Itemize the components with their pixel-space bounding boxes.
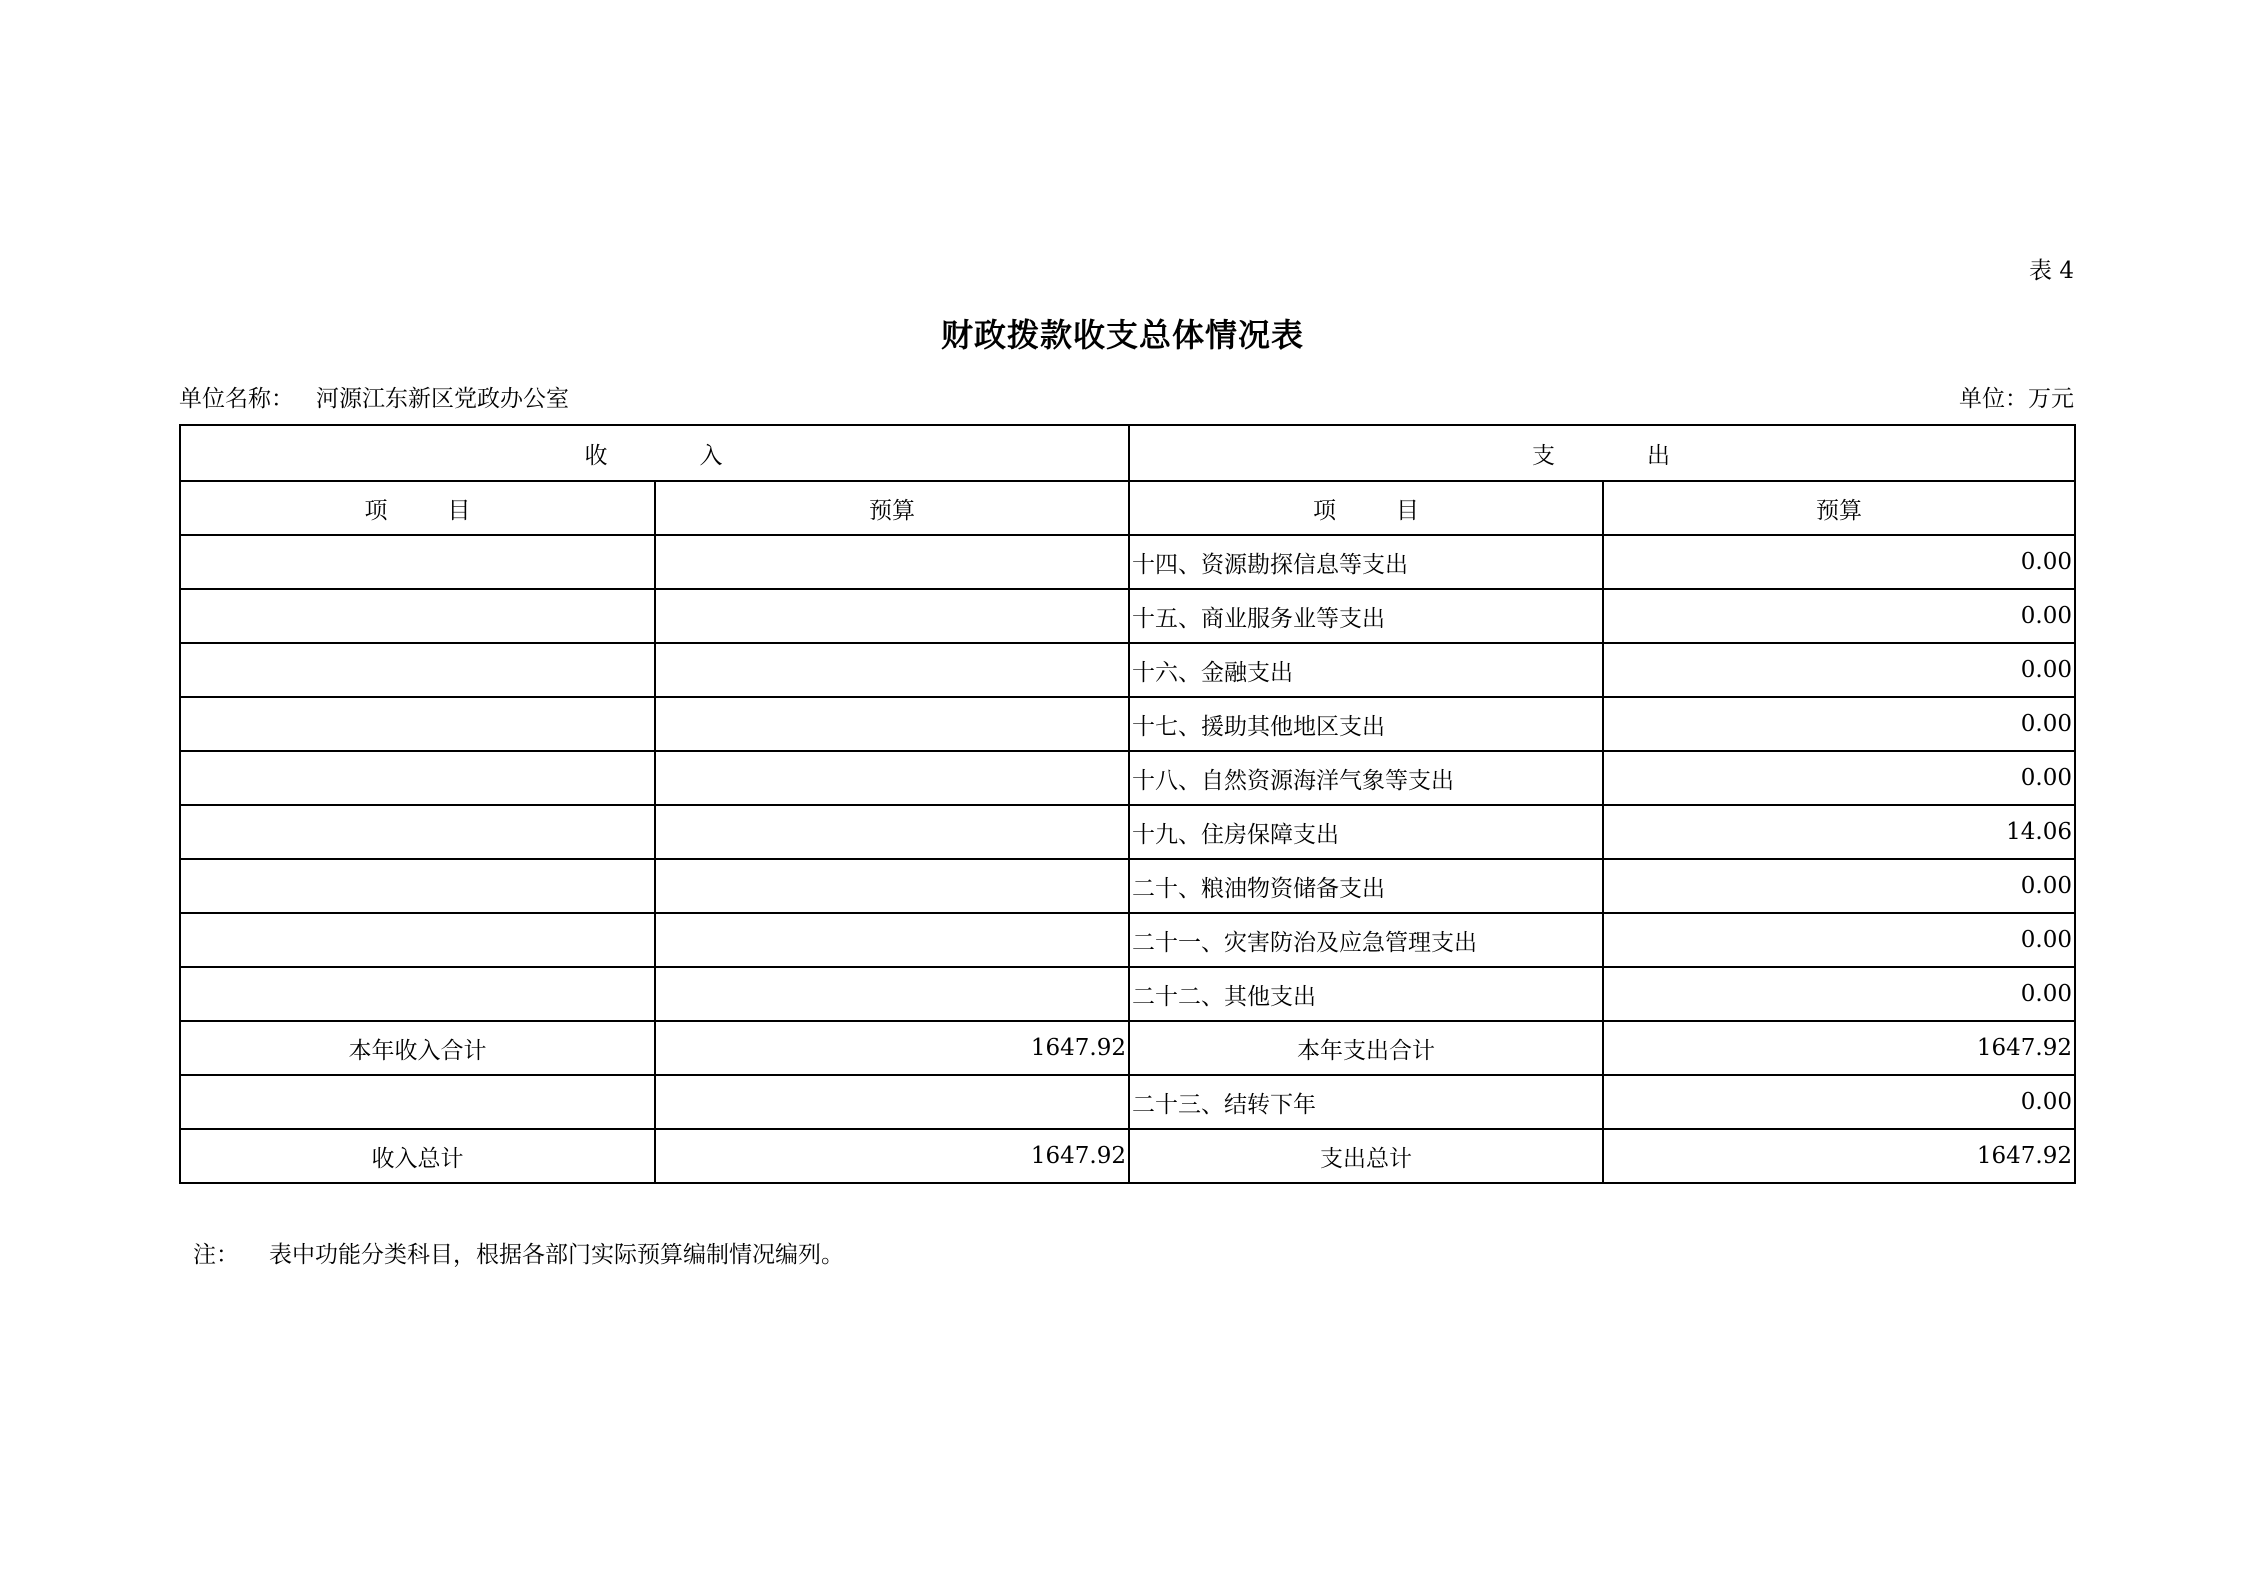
expense-item-cell: 本年支出合计 [1129, 1021, 1603, 1075]
expense-section-header: 支 出 [1129, 425, 2075, 481]
income-item-header: 项 目 [180, 481, 655, 535]
expense-budget-cell: 0.00 [1603, 751, 2075, 805]
income-budget-cell [655, 535, 1129, 589]
currency-unit: 单位：万元 [1959, 386, 2074, 412]
expense-item-cell: 十四、资源勘探信息等支出 [1129, 535, 1603, 589]
income-item-cell: 本年收入合计 [180, 1021, 655, 1075]
expense-item-cell: 十五、商业服务业等支出 [1129, 589, 1603, 643]
expense-item-cell: 二十、粮油物资储备支出 [1129, 859, 1603, 913]
income-budget-cell: 1647.92 [655, 1021, 1129, 1075]
income-budget-header: 预算 [655, 481, 1129, 535]
income-item-cell [180, 751, 655, 805]
income-budget-cell [655, 967, 1129, 1021]
footnote-label: 注： [193, 1242, 239, 1268]
page-title: 财政拨款收支总体情况表 [940, 316, 1304, 354]
expense-budget-cell: 0.00 [1603, 589, 2075, 643]
budget-table-body [180, 425, 2075, 1183]
table-row [180, 589, 2075, 643]
expense-item-cell: 二十一、灾害防治及应急管理支出 [1129, 913, 1603, 967]
expense-budget-cell: 1647.92 [1603, 1129, 2075, 1183]
expense-item-cell: 二十三、结转下年 [1129, 1075, 1603, 1129]
table-number: 表 4 [2029, 258, 2074, 284]
expense-item-cell: 十九、住房保障支出 [1129, 805, 1603, 859]
expense-budget-cell: 0.00 [1603, 1075, 2075, 1129]
table-row [180, 697, 2075, 751]
income-item-cell [180, 967, 655, 1021]
expense-item-cell: 十六、金融支出 [1129, 643, 1603, 697]
income-item-cell [180, 535, 655, 589]
income-item-cell [180, 643, 655, 697]
unit-name-label: 单位名称： [179, 386, 294, 412]
income-item-cell [180, 589, 655, 643]
budget-table [179, 424, 2076, 1184]
table-row [180, 859, 2075, 913]
table-row [180, 643, 2075, 697]
income-item-cell [180, 697, 655, 751]
income-budget-cell [655, 589, 1129, 643]
income-budget-cell [655, 859, 1129, 913]
income-item-cell [180, 805, 655, 859]
expense-budget-cell: 14.06 [1603, 805, 2075, 859]
expense-budget-cell: 0.00 [1603, 643, 2075, 697]
income-item-cell [180, 1075, 655, 1129]
table-row [180, 535, 2075, 589]
table-row [180, 913, 2075, 967]
expense-budget-cell: 0.00 [1603, 913, 2075, 967]
unit-name [179, 380, 569, 413]
income-budget-cell [655, 697, 1129, 751]
table-row [180, 1075, 2075, 1129]
expense-budget-cell: 0.00 [1603, 859, 2075, 913]
table-row [180, 967, 2075, 1021]
section-header-row [180, 425, 2075, 481]
income-budget-cell: 1647.92 [655, 1129, 1129, 1183]
expense-budget-cell: 0.00 [1603, 535, 2075, 589]
expense-item-cell: 支出总计 [1129, 1129, 1603, 1183]
income-budget-cell [655, 913, 1129, 967]
income-budget-cell [655, 751, 1129, 805]
expense-item-cell: 二十二、其他支出 [1129, 967, 1603, 1021]
expense-budget-cell: 1647.92 [1603, 1021, 2075, 1075]
income-budget-cell [655, 805, 1129, 859]
table-row [180, 751, 2075, 805]
expense-budget-cell: 0.00 [1603, 697, 2075, 751]
income-item-cell [180, 859, 655, 913]
table-total-row [180, 1129, 2075, 1183]
expense-budget-header: 预算 [1603, 481, 2075, 535]
income-section-header: 收 入 [180, 425, 1129, 481]
column-header-row [180, 481, 2075, 535]
table-total-row [180, 1021, 2075, 1075]
unit-name-value: 河源江东新区党政办公室 [316, 386, 569, 412]
income-item-cell: 收入总计 [180, 1129, 655, 1183]
footnote-text: 表中功能分类科目，根据各部门实际预算编制情况编列。 [269, 1242, 844, 1268]
expense-item-cell: 十八、自然资源海洋气象等支出 [1129, 751, 1603, 805]
footnote [193, 1236, 844, 1269]
expense-item-header: 项 目 [1129, 481, 1603, 535]
table-row [180, 805, 2075, 859]
income-budget-cell [655, 1075, 1129, 1129]
expense-budget-cell: 0.00 [1603, 967, 2075, 1021]
income-item-cell [180, 913, 655, 967]
income-budget-cell [655, 643, 1129, 697]
expense-item-cell: 十七、援助其他地区支出 [1129, 697, 1603, 751]
unit-info-row [179, 380, 2074, 414]
